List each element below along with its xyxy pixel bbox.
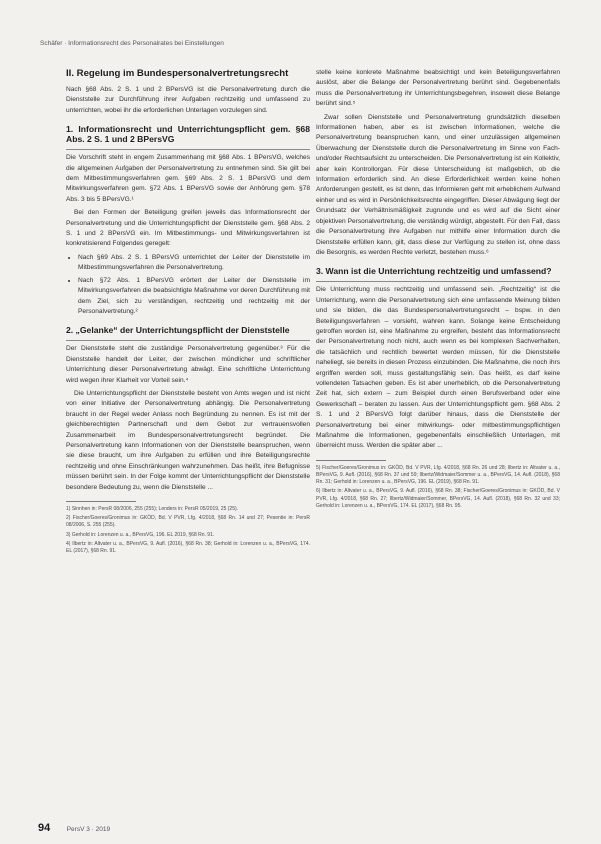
subsection-3-paragraph: Die Unterrichtung muss rechtzeitig und umfassend sein. „Rechtzeitig“ ist die Unterrichtung, wenn die Personalvertretung sich eine umfassende Meinung bilden und sie bilden, die das Bundespersonalvertretungsrecht – bspw. in den Beteiligungsverfahren – vorsieht, wahren kann. Solange keine Entscheidung getroffen worden ist, eine Maßnahme zu ergreifen, besteht das Informationsrecht der Personalvertretung noch nicht, auch wenn es bei komplexen Sachverhalten, die tatsächlich und rechtlich bewertet werden müssen, für die Dienststelle naheliegt, sie bereits in diesen Prozess einzubinden. Die Maßnahme, die noch ihrs ergriffen werden soll, muss gestaltungsfähig sein. Das heißt, es darf keine vollendeten Tatsachen geben. Es ist aber unerheblich, ob die Personalvertretung Zeit hat, sich extern – zum Beispiel durch einen Berufsverband oder eine Gewerkschaft – beraten zu lassen. Aus der Unterrichtungspflicht gem. §68 Abs. 2 S. 1 und 2 BPersVG folgt darüber hinaus, dass die Dienststelle der Personalvertretung bei einer mitwirkungs- oder mitbestimmungspflichtigen Maßnahme die Informationen, gegebenenfalls einschließlich Unterlagen, mit überreicht muss. Werden die später aber ... bbox=[316, 286, 560, 450]
heading-rule bbox=[66, 149, 310, 150]
subsection-1-heading: 1. Informationsrecht und Unterrichtungspflicht gem. §68 Abs. 2 S. 1 und 2 BPersVG bbox=[66, 124, 310, 145]
subsection-2-paragraph-2: Die Unterrichtungspflicht der Dienststelle besteht von Amts wegen und ist nicht von einer Initiative der Personalvertretung abhängig. Die Personalvertretung braucht in der Regel weder Anlass noch Begründung zu nennen. Es ist mit der gleichberechtigten Partnerschaft und dem Gebot zur vertrauensvollen Zusammenarbeit im Bundespersonalvertretungsrecht begründet. Die Personalvertretung kann Informationen von der Dienststelle beanspruchen, wenn sie diese braucht, um ihre Aufgaben zu erfüllen und ihre Beteiligungsrechte rechtzeitig und ohne Einschränkungen wahrzunehmen. Das heißt, ihre Befugnisse müssen berührt sein. In der Folge kommt der Unterrichtungspflicht der Dienststelle besondere Bedeutung zu, wenn die Dienststelle ... bbox=[66, 389, 310, 491]
footnote-rule bbox=[316, 460, 386, 461]
subsection-1-paragraph-2: Bei den Formen der Beteiligung greifen jeweils das Informationsrecht der Personalvertretung und die Unterrichtungspflicht der Dienststelle gem. §68 Abs. 2 S. 1 und 2 BPersVG ein. Im Mitbestimmungs- und Mitwirkungsverfahren ist konkretisierend Folgendes geregelt: bbox=[66, 209, 310, 248]
footnotes-left bbox=[66, 506, 310, 555]
subsection-2-paragraph-1: Der Dienststelle steht die zuständige Personalvertretung gegenüber.³ Für die Dienststelle handelt der Leiter, der zwischen mündlicher und schriftlicher Unterrichtung dieser Personalvertretung abwägt. Eine schriftliche Unterrichtung wird wegen ihrer Klarheit vor Vorteil sein.⁴ bbox=[66, 345, 310, 384]
footnote: 6) Ilbertz in: Altvater u. a., BPersVG, 9. Aufl. (2016), §68 Rn. 38; Fischer/Goeres/Gronimus in: GKÖD, Bd. V PVR, Lfg. 4/2018, §68 Rn. 27; Ilbertz/Widmaier/Sommer, BPersVG, 14. Aufl. (2018), §68 Rn. 32 und 33; Gerhold in: Lorenzen u. a., BPersVG, 174. EL (2017), §68 Rn. 95. bbox=[316, 488, 560, 509]
intro-paragraph: Nach §68 Abs. 2 S. 1 und 2 BPersVG ist die Personalvertretung durch die Dienststelle zur Durchführung ihrer Aufgaben rechtzeitig und umfassend zu unterrichten, wobei ihr die erforderlichen Unterlagen vorzulegen sind. bbox=[66, 86, 310, 114]
right-column bbox=[316, 68, 560, 512]
left-column bbox=[66, 68, 310, 557]
heading-rule bbox=[66, 340, 310, 341]
footnotes-right bbox=[316, 465, 560, 510]
subsection-3-heading: 3. Wann ist die Unterrichtung rechtzeitig und umfassend? bbox=[316, 266, 552, 277]
journal-issue: PersV 3 · 2019 bbox=[66, 826, 111, 833]
subsection-1-paragraph-1: Die Vorschrift steht in engem Zusammenhang mit §68 Abs. 1 BPersVG, welches die allgemeinen Aufgaben der Personalvertretung zu entnehmen sind. Sie gilt bei dem Mitbestimmungsverfahren gem. §69 Abs. 2 S. 1 BPersVG und dem Mitwirkungsverfahren gem. §72 Abs. 1 BPersVG sowie der Anhörung gem. §78 Abs. 3 bis 5 BPersVG.¹ bbox=[66, 154, 310, 203]
footnote: 3) Gerhold in: Lorenzen u. a., BPersVG, 196. EL 2019, §68 Rn. 91. bbox=[66, 531, 215, 538]
section-heading: II. Regelung im Bundespersonalvertretungsrecht bbox=[66, 68, 289, 79]
page-number: 94 bbox=[38, 822, 51, 834]
bullet-item: • Nach §72 Abs. 1 BPersVG erörtert der Leiter der Dienststelle im Mitwirkungsverfahren die beabsichtigte Maßnahme vor deren Durchführung mit dem Ziel, sich zu verständigen, rechtzeitig und rechtzeitig mit der Personalvertretung.² bbox=[78, 276, 310, 318]
footnote: 5) Fischer/Goeres/Gronimus in: GKÖD, Bd. V PVR, Lfg. 4/2018, §68 Rn. 26 und 28; Ilbertz in: Altvater u. a., BPersVG, 9. Aufl. (2016), §68 Rn. 37 und 59; Ilbertz/Widmaier/Sommer u. a., BPersVG, 14. Aufl. (2018), §68 Rn. 31; Gerhold in: Lorenzen u. a., BPersVG, 196. EL (2019), §68 Rn. 91. bbox=[316, 464, 560, 486]
heading-rule bbox=[316, 281, 560, 282]
running-head: Schäfer · Informationsrecht des Personalrates bei Einstellungen bbox=[40, 40, 224, 47]
bullet-item: • Nach §69 Abs. 2 S. 1 BPersVG unterrichtet der Leiter der Dienststelle im Mitbestimmungsverfahren die Personalvertretung. bbox=[78, 253, 310, 274]
footnote: 1) Sinnhen in: PersR 08/2006, 255 (255); Lenders in: PersR 05/2019, 25 (25). bbox=[66, 506, 239, 512]
footnote: 2) Fischer/Goeres/Gronimus in: GKÖD, Bd. V PVR, Lfg. 4/2018, §68 Rn. 14 und 27; Pesentie in: PersR 08/2006, S. 255 (255). bbox=[66, 515, 310, 529]
right-paragraph-2: Zwar sollen Dienststelle und Personalvertretung grundsätzlich dieselben Informationen haben, aber es ist zwischen Informationen, welche die Personalvertretung beanspruchen kann, und einer unzulässigen allgemeinen Überwachung der Dienststelle durch die Personalvertretung im Sinne von Fach- und/oder Rechtsaufsicht zu unterscheiden. Die Personalvertretung ist ein Kollektiv, aber kein Kontrollorgan. Für diese Unterscheidung ist maßgeblich, ob die Information erforderlich sind. An diese Erforderlichkeit werden keine hohen Anforderungen gestellt, es ist denn, das Informieren geht mit erheblichem Aufwand einher und es wird in Persönlichkeitsrechte eingegriffen. Dieser Abwägung liegt der Grundsatz der Verhältnismäßigkeit zugrunde und es wird auf die Sicht einer objektiven Personalvertretung, die verständig würdigt, abgestellt. Für den Fall, dass die Personalvertretung ihre Aufgaben nur mithilfe einer Information durch die Dienststelle erfüllen kann, gilt, dass diese zur Verfügung zu stellen ist, ohne dass die Besorgnis, es werden Rechte verletzt, bestehen muss.⁶ bbox=[316, 113, 560, 256]
footnote: 4) Ilbertz in: Altvater u. a., BPersVG, 9. Aufl. (2016), §68 Rn. 38; Gerhold in: Lorenzen u. a., BPersVG, 174. EL (2017), §68 Rn. 91. bbox=[66, 540, 310, 555]
bullet-list bbox=[66, 253, 310, 317]
right-paragraph-1: stelle keine konkrete Maßnahme beabsichtigt und kein Beteiligungsverfahren auslöst, aber die Belange der Personalvertretung berührt sind. Gegebenenfalls muss die Personalvertretung ihr Unterrichtungsbegehren, insoweit diese Belange berührt sind.⁵ bbox=[316, 69, 560, 108]
footnote-rule bbox=[66, 501, 136, 502]
subsection-2-heading: 2. „Gelanke“ der Unterrichtungspflicht der Dienststelle bbox=[66, 325, 290, 336]
page-footer bbox=[38, 818, 110, 836]
